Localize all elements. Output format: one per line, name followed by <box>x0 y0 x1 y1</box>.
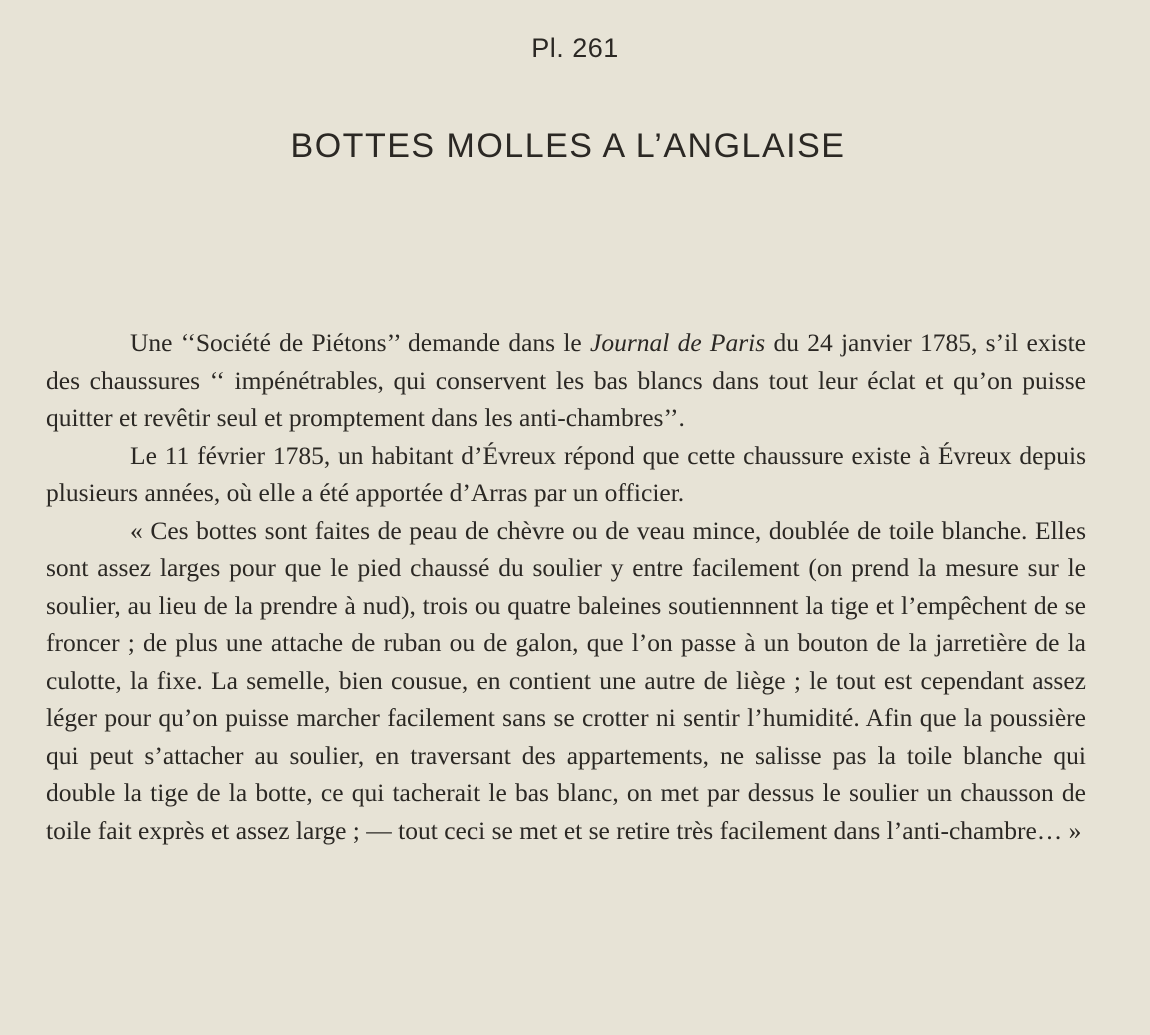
page-title: BOTTES MOLLES A L’ANGLAISE <box>290 127 846 165</box>
journal-title: Journal de Paris <box>590 328 766 357</box>
paragraph-2: Le 11 février 1785, un habitant d’Évreux répond que cette chaussure existe à Évreux depuis plusieurs années, où elle a été apportée d’Arras par un officier. <box>46 440 1086 507</box>
paragraph-3: « Ces bottes sont faites de peau de chèvre ou de veau mince, doublée de toile blanche. Elles sont assez larges pour que le pied chaussé du soulier y entre facilement (on prend la mesure sur le soulier, au lieu de la prendre à nud), trois ou quatre baleines soutiennnent la tige et l’empêchent de se froncer ; de plus une attache de ruban ou de galon, que l’on passe à un bouton de la jarretière de la culotte, la fixe. La semelle, bien cousue, en contient une autre de liège ; le tout est cependant assez léger pour qu’on puisse marcher facilement sans se crotter ni sentir l’humidité. Afin que la poussière qui peut s’attacher au soulier, en traversant des appartements, ne salisse pas la toile blanche qui double la tige de la botte, ce qui tacherait le bas blanc, on met par dessus le soulier un chausson de toile fait exprès et assez large ; — tout ceci se met et se retire très facilement dans l’anti-chambre… » <box>46 515 1086 845</box>
paragraph-1 <box>46 324 1086 437</box>
body-text <box>46 324 1086 849</box>
paragraph-1-after: du 24 janvier 1785, s’il existe des chaussures ‘‘ impénétrables, qui conservent les bas blancs dans tout leur éclat et qu’on puisse quitter et revêtir seul et promptement dans les anti-chambres’’. <box>46 328 1086 432</box>
plate-number: Pl. 261 <box>531 33 619 63</box>
paragraph-1-before: Une ‘‘Société de Piétons’’ demande dans le <box>130 328 590 357</box>
